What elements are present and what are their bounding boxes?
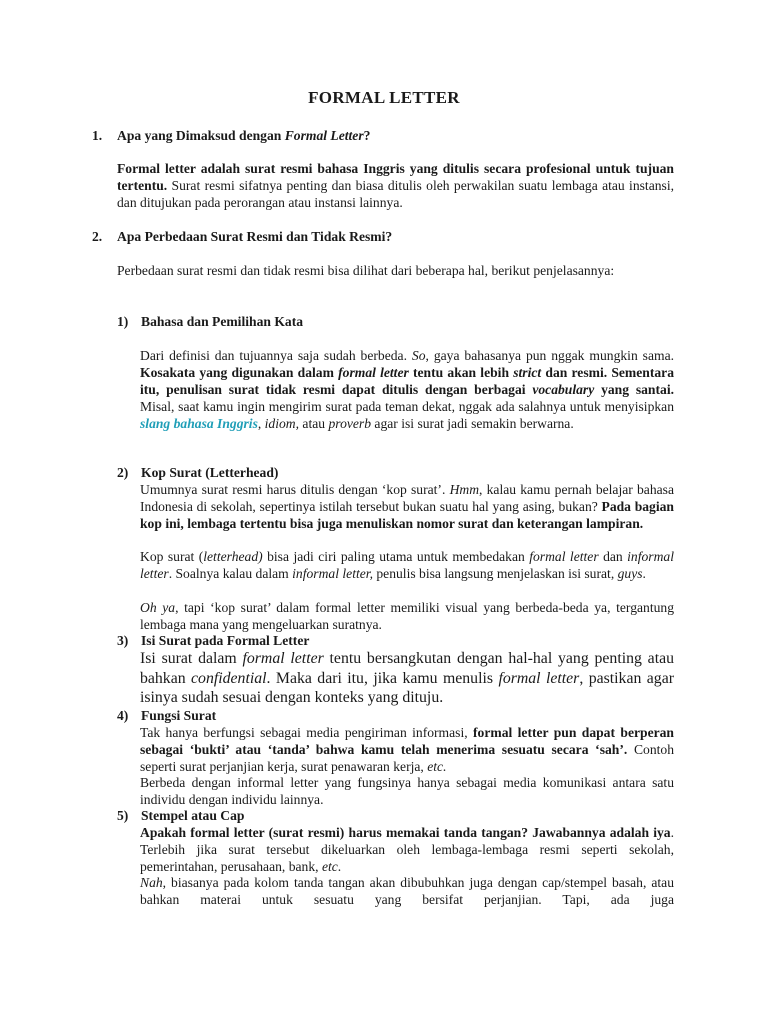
paragraph: Oh ya, tapi ‘kop surat’ dalam formal letter memiliki visual yang berbeda-beda ya, tergantung lembaga mana yang mengeluarkan suratnya. <box>140 600 674 632</box>
subsection-heading: Isi Surat pada Formal Letter <box>141 633 310 648</box>
section-heading: Apa Perbedaan Surat Resmi dan Tidak Resmi? <box>117 229 393 244</box>
slang-link[interactable]: slang bahasa Inggris <box>140 416 258 431</box>
subsection-number: 3) <box>117 633 129 648</box>
section-heading: Apa yang Dimaksud dengan Formal Letter? <box>117 128 371 143</box>
paragraph: Berbeda dengan informal letter yang fungsinya hanya sebagai media komunikasi antara satu individu dengan individu lainnya. <box>140 775 674 807</box>
subsection-heading: Stempel atau Cap <box>141 808 245 823</box>
paragraph: Apakah formal letter (surat resmi) harus memakai tanda tangan? Jawabannya adalah iya. Terlebih jika surat tersebut dikeluarkan oleh lembaga-lembaga resmi seperti sekolah, pemerintahan, perusahaan, bank, etc. <box>140 825 674 874</box>
paragraph: Nah, biasanya pada kolom tanda tangan akan dibubuhkan juga dengan cap/stempel basah, atau bahkan materai untuk sesuatu yang bersifat perjanjian. Tapi, ada juga <box>140 875 674 907</box>
paragraph: Kop surat (letterhead) bisa jadi ciri paling utama untuk membedakan formal letter dan informal letter. Soalnya kalau dalam informal letter, penulis bisa langsung menjelaskan isi surat, guys. <box>140 549 674 581</box>
paragraph: Umumnya surat resmi harus ditulis dengan ‘kop surat’. Hmm, kalau kamu pernah belajar bahasa Indonesia di sekolah, sepertinya istilah tersebut bukan suatu hal yang asing, bukan? Pada bagian kop ini, lembaga tertentu bisa juga menuliskan nomor surat dan keterangan lampiran. <box>140 482 674 531</box>
subsection-heading: Kop Surat (Letterhead) <box>141 465 279 480</box>
subsection-heading: Fungsi Surat <box>141 708 217 723</box>
subsection-heading: Bahasa dan Pemilihan Kata <box>141 314 304 329</box>
paragraph: Formal letter adalah surat resmi bahasa Inggris yang ditulis secara profesional untuk tujuan tertentu. Surat resmi sifatnya penting dan biasa ditulis oleh perwakilan suatu lembaga atau instansi, dan ditujukan pada perorangan atau instansi lainnya. <box>117 161 674 210</box>
paragraph: Dari definisi dan tujuannya saja sudah berbeda. So, gaya bahasanya pun nggak mungkin sama. Kosakata yang digunakan dalam formal letter tentu akan lebih strict dan resmi. Sementara itu, penulisan surat tidak resmi dapat ditulis dengan berbagai vocabulary yang santai. Misal, saat kamu ingin mengirim surat pada teman dekat, nggak ada salahnya untuk menyisipkan slang bahasa Inggris, idiom, atau proverb agar isi surat jadi semakin berwarna. <box>140 348 674 431</box>
section-number: 1. <box>92 128 103 143</box>
subsection-number: 4) <box>117 708 129 723</box>
section-number: 2. <box>92 229 103 244</box>
subsection-number: 2) <box>117 465 129 480</box>
paragraph: Isi surat dalam formal letter tentu bersangkutan dengan hal-hal yang penting atau bahkan confidential. Maka dari itu, jika kamu menulis formal letter, pastikan agar isinya sudah sesuai dengan konteks yang dituju. <box>140 650 674 706</box>
paragraph: Tak hanya berfungsi sebagai media pengiriman informasi, formal letter pun dapat berperan sebagai ‘bukti’ atau ‘tanda’ bahwa kamu telah menerima sesuatu secara ‘sah’. Contoh seperti surat perjanjian kerja, surat penawaran kerja, etc. <box>140 725 674 774</box>
subsection-number: 1) <box>117 314 129 329</box>
document-title: FORMAL LETTER <box>308 88 460 107</box>
paragraph: Perbedaan surat resmi dan tidak resmi bisa dilihat dari beberapa hal, berikut penjelasannya: <box>117 263 615 278</box>
subsection-number: 5) <box>117 808 129 823</box>
